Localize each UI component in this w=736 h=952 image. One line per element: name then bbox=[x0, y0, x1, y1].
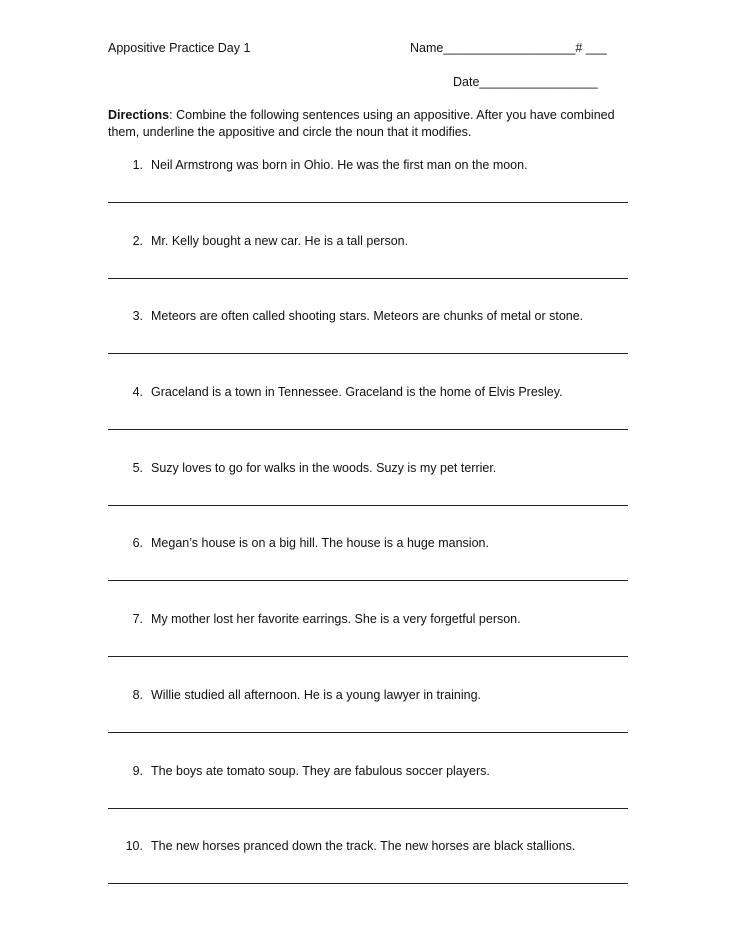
date-field-label: Date_________________ bbox=[453, 75, 598, 89]
item-number: 6. bbox=[132, 536, 143, 551]
item-number: 9. bbox=[132, 763, 143, 778]
exercise-list bbox=[108, 157, 628, 914]
item-sentences: Meteors are often called shooting stars. Meteors are chunks of metal or stone. bbox=[151, 309, 584, 324]
worksheet-title: Appositive Practice Day 1 bbox=[108, 41, 251, 55]
directions-label: Directions bbox=[108, 108, 170, 122]
answer-line bbox=[108, 883, 628, 884]
item-number: 4. bbox=[132, 385, 143, 400]
answer-line bbox=[108, 202, 628, 203]
exercise-item-3 bbox=[108, 308, 628, 384]
exercise-item-2 bbox=[108, 233, 628, 309]
item-number: 5. bbox=[132, 460, 143, 475]
item-sentences: Graceland is a town in Tennessee. Graceland is the home of Elvis Presley. bbox=[151, 385, 563, 400]
answer-line bbox=[108, 580, 628, 581]
exercise-item-10 bbox=[108, 838, 628, 914]
exercise-item-9 bbox=[108, 763, 628, 839]
exercise-item-4 bbox=[108, 384, 628, 460]
name-field-label: Name___________________# ___ bbox=[410, 41, 607, 55]
directions-text: : Combine the following sentences using an appositive. After you have combined them, underline the appositive and circle the noun that it modifies. bbox=[108, 108, 615, 139]
item-sentences: Megan’s house is on a big hill. The house is a huge mansion. bbox=[151, 536, 489, 551]
item-number: 1. bbox=[132, 158, 143, 172]
item-sentences: Neil Armstrong was born in Ohio. He was the first man on the moon. bbox=[151, 158, 528, 172]
item-sentences: Willie studied all afternoon. He is a young lawyer in training. bbox=[151, 687, 482, 702]
answer-line bbox=[108, 278, 628, 279]
answer-line bbox=[108, 353, 628, 354]
item-sentences: Suzy loves to go for walks in the woods. Suzy is my pet terrier. bbox=[151, 460, 497, 475]
answer-line bbox=[108, 808, 628, 809]
item-sentences: The new horses pranced down the track. The new horses are black stallions. bbox=[151, 839, 576, 854]
item-number: 10. bbox=[125, 839, 143, 854]
item-number: 2. bbox=[132, 233, 143, 248]
item-number: 3. bbox=[132, 309, 143, 324]
answer-line bbox=[108, 505, 628, 506]
item-sentences: The boys ate tomato soup. They are fabulous soccer players. bbox=[151, 763, 490, 778]
answer-line bbox=[108, 732, 628, 733]
item-sentences: Mr. Kelly bought a new car. He is a tall person. bbox=[151, 233, 409, 248]
exercise-item-1 bbox=[108, 157, 628, 233]
item-number: 8. bbox=[132, 687, 143, 702]
item-number: 7. bbox=[132, 612, 143, 627]
exercise-item-5 bbox=[108, 460, 628, 536]
answer-line bbox=[108, 429, 628, 430]
item-sentences: My mother lost her favorite earrings. She is a very forgetful person. bbox=[151, 612, 521, 627]
exercise-item-8 bbox=[108, 687, 628, 763]
exercise-item-7 bbox=[108, 611, 628, 687]
exercise-item-6 bbox=[108, 535, 628, 611]
answer-line bbox=[108, 656, 628, 657]
directions bbox=[108, 107, 628, 141]
